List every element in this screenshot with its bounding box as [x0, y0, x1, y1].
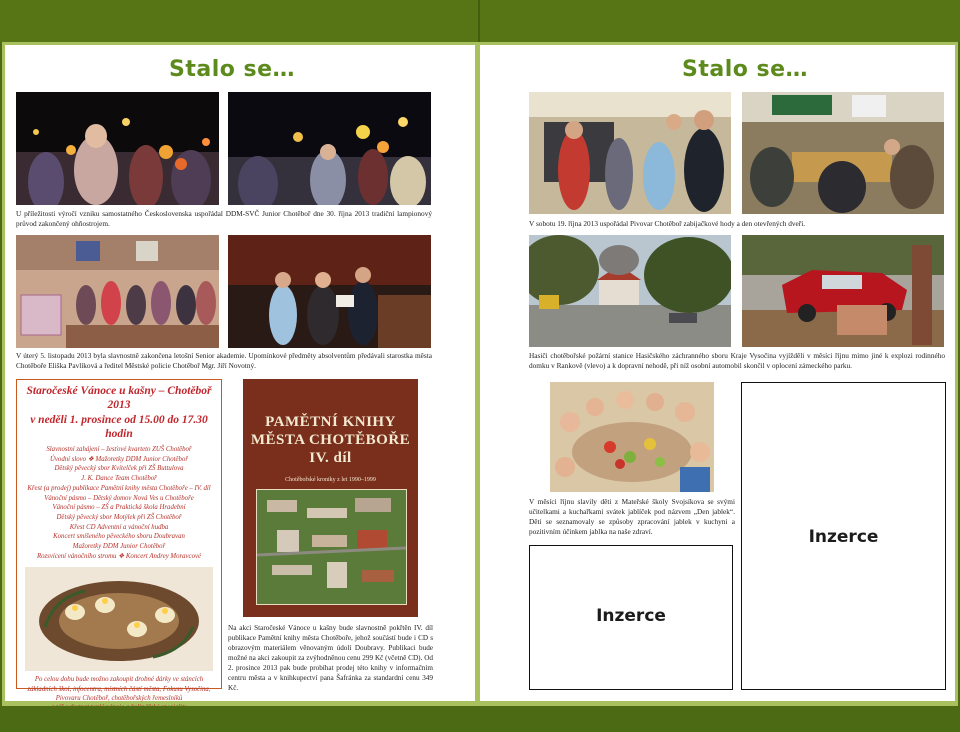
poster-program-line: Křest CD Adventní a vánoční hudba — [69, 523, 169, 531]
poster-program-line: Úvodní slovo ❖ Mažoretky DDM Junior Chotěboř — [50, 455, 188, 463]
book-caption: Na akci Staročeské Vánoce u kašny bude slavnostně pokřtěn IV. díl publikace Pamětní knihy města Chotěboře, jehož součástí bude i CD s obrazovým materiálem věnovaným údolí Doubravy. Publikaci bude možné na akci zakoupit za zvýhodněnou cenu 299 Kč (včetně CD). Od 2. prosince 2013 pak bude probíhat prodej této knihy v informačním centru města a v knihkupectví pana Šafránka za standardní cenu 349 Kč. — [228, 624, 433, 692]
brewery-photo-1 — [529, 92, 731, 214]
christmas-event-poster — [16, 379, 222, 702]
lantern-parade-photo-2 — [228, 92, 431, 205]
bottom-band — [0, 706, 960, 732]
kindergarten-apple-day-photo — [550, 382, 714, 492]
poster-program-line: Dětský pěvecký sbor Kvítelček při ZŠ Buttulova — [54, 465, 184, 473]
book-cover — [243, 379, 418, 617]
lantern-parade-caption: U příležitosti výročí vzniku samostatného Československa uspořádal DDM-SVČ Junior Chotěboř dne 30. října 2013 tradiční lampionový průvod zakončený ohňostrojem. — [16, 209, 432, 228]
book-title-line: IV. díl — [309, 450, 352, 466]
advertisement-label: Inzerce — [808, 527, 879, 547]
poster-program-line: J. K. Dance Team Chotěboř — [81, 475, 157, 483]
senior-academy-photo-2 — [228, 235, 431, 348]
poster-program-line: Koncert smíšeného pěveckého sboru Doubravan — [53, 533, 185, 541]
poster-footer-line: Pivovaru Chotěboř, chotěbořských řemeslníků — [55, 694, 183, 702]
poster-program-line: Slavnostní zahájení – žesťové kvarteto ZUŠ Chotěboř — [46, 446, 192, 453]
book-title-line: PAMĚTNÍ KNIHY — [265, 414, 396, 430]
advent-wreath-image — [25, 567, 213, 671]
poster-footer-line: základních škol, infocentra, místních částí města, Fokusu Vysočina, — [27, 685, 211, 693]
brewery-caption: V sobotu 19. října 2013 uspořádal Pivovar Chotěboř zabijačkové hody a den otevřených dveří. — [529, 219, 806, 228]
page-seam — [478, 0, 480, 42]
page-title: Stalo se… — [169, 57, 296, 82]
page-title: Stalo se… — [682, 57, 809, 82]
left-page — [5, 45, 475, 701]
top-band — [0, 0, 960, 42]
senior-academy-photo-1 — [16, 235, 219, 348]
firefighters-caption: Hasiči chotěbořské požární stanice Hasičského záchranného sboru Kraje Vysočina vyjížděli v měsíci říjnu mimo jiné k explozi rodinného domku v Rankově (vlevo) a k dopravní nehodě, při níž osobní automobil skončil v oplocení zámeckého parku. — [529, 351, 945, 370]
right-page — [480, 45, 955, 701]
advertisement-box-tall — [741, 382, 946, 690]
advertisement-box-small — [529, 545, 733, 690]
poster-program-line: Vánoční pásmo – ZŠ a Praktická škola Hradební — [52, 504, 186, 512]
book-title — [243, 413, 418, 467]
poster-program-line: Rozsvícení vánočního stromu ❖ Koncert Andrey Moravcové — [36, 552, 202, 560]
kindergarten-caption: V měsíci říjnu slavily děti z Mateřské školy Svojsíkova se svými učitelkami a kuchařkami svátek jablíček pod názvem „Den jablek“. Děti se seznamovaly se způsoby zpracování jablek v kuchyni a pozitivním účinkem jablka na naše zdraví. — [529, 497, 735, 536]
house-explosion-photo — [529, 235, 731, 347]
poster-footer-line: Po celou dobu bude možno zakoupit drobné dárky ve stáncích — [34, 676, 204, 684]
lantern-parade-photo-1 — [16, 92, 219, 205]
poster-date: v neděli 1. prosince od 15.00 do 17.30 hodin — [30, 414, 208, 440]
poster-program-line: Vánoční pásmo – Dětský domov Nová Ves u Chotěboře — [44, 494, 194, 502]
book-title-line: MĚSTA CHOTĚBOŘE — [250, 432, 411, 448]
advertisement-label: Inzerce — [596, 606, 666, 626]
page-frame — [2, 42, 958, 706]
poster-heading: Staročeské Vánoce u kašny – Chotěboř 2013 — [26, 385, 212, 411]
poster-program-line: Křest (a prodej) publikace Pamětní knihy města Chotěboře – IV. díl — [27, 484, 211, 492]
senior-academy-caption: V úterý 5. listopadu 2013 byla slavnostně zakončena letošní Senior akademie. Upomínkové předměty absolventům předávali starostka města Chotěboře Eliška Pavlíková a ředitel Městské policie Chotěboř Mgr. Jiří Novotný. — [16, 351, 432, 370]
book-aerial-photo — [256, 489, 407, 605]
car-accident-photo — [742, 235, 944, 347]
poster-program-line: Dětský pěvecký sbor Motýlek při ZŠ Chotěboř — [56, 513, 182, 521]
book-subtitle: Chotěbořské kroniky z let 1990–1999 — [285, 477, 376, 483]
brewery-photo-2 — [742, 92, 944, 214]
poster-program-line: Mažoretky DDM Junior Chotěboř — [72, 543, 166, 551]
